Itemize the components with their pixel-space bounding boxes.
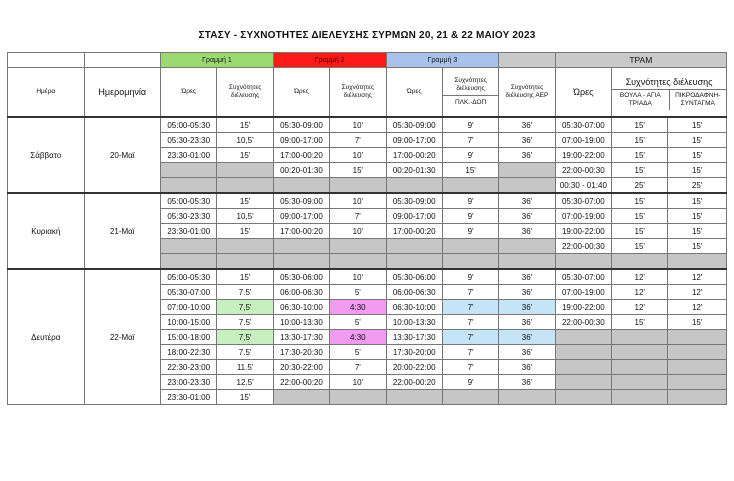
l2-freq-cell [330, 239, 386, 254]
tram-pikrodafni-freq-cell: 25' [668, 178, 727, 194]
l3-freq-cell: 7' [442, 330, 498, 345]
tram-pikrodafni-freq-cell [668, 330, 727, 345]
l2-freq-cell: 10' [330, 193, 386, 209]
tram-voula-freq-cell [612, 330, 668, 345]
l3-freq-cell: 7' [442, 315, 498, 330]
tram-pikrodafni-freq-cell [668, 390, 727, 405]
tram-pikrodafni-freq-cell: 12' [668, 285, 727, 300]
line2-freq-header: Συχνότητες διέλευσης [330, 68, 386, 118]
l1-freq-cell: 7,5' [217, 300, 273, 315]
l1-hours-cell [161, 239, 217, 254]
l3-freq-cell: 7' [442, 285, 498, 300]
date-cell: 22-Μαϊ [84, 269, 161, 405]
l2-freq-cell [330, 390, 386, 405]
aer-freq-cell: 36' [499, 315, 555, 330]
l2-hours-cell [273, 178, 329, 194]
tram-pikrodafni-freq-cell: 15' [668, 193, 727, 209]
tram-hours-cell: 19:00-22:00 [555, 300, 611, 315]
day-cell: Δευτέρα [8, 269, 85, 405]
l1-hours-cell: 22:30-23:00 [161, 360, 217, 375]
tram-voula-freq-cell: 15' [612, 148, 668, 163]
tram-hours-cell: 07:00-19:00 [555, 133, 611, 148]
tram-hours-cell: 22:00-00:30 [555, 163, 611, 178]
aer-freq-cell [499, 163, 555, 178]
l3-freq-cell: 9' [442, 193, 498, 209]
line3-header: Γραμμή 3 [386, 53, 499, 68]
l1-hours-cell: 23:00-23:30 [161, 375, 217, 390]
day-cell: Σάββατο [8, 117, 85, 193]
header-row-lines [8, 53, 727, 68]
l3-freq-cell [442, 239, 498, 254]
l2-hours-cell: 05:30-09:00 [273, 117, 329, 133]
l1-hours-cell: 05:00-05:30 [161, 117, 217, 133]
tram-freq-pikrodafni: ΠΙΚΡΟΔΑΦΝΗ-ΣΥΝΤΑΓΜΑ [675, 91, 721, 107]
tram-pikrodafni-freq-cell: 15' [668, 133, 727, 148]
l2-freq-cell: 5' [330, 345, 386, 360]
aer-freq-cell [499, 239, 555, 254]
tram-voula-freq-cell [612, 345, 668, 360]
tram-voula-freq-cell: 15' [612, 209, 668, 224]
l3-hours-cell: 10:00-13:30 [386, 315, 442, 330]
l2-freq-cell: 5' [330, 285, 386, 300]
l3-hours-cell: 06:30-10:00 [386, 300, 442, 315]
tram-pikrodafni-freq-cell: 15' [668, 239, 727, 254]
tram-hours-cell: 05:30-07:00 [555, 117, 611, 133]
schedule-table [7, 52, 727, 405]
tram-hours-cell: 00:30 - 01:40 [555, 178, 611, 194]
l1-hours-cell: 05:30-07:00 [161, 285, 217, 300]
tram-voula-freq-cell: 15' [612, 117, 668, 133]
l3-hours-cell: 13:30-17:30 [386, 330, 442, 345]
tram-pikrodafni-freq-cell: 15' [668, 148, 727, 163]
l3-freq-cell: 7' [442, 360, 498, 375]
tram-hours-cell: 05:30-07:00 [555, 269, 611, 285]
tram-hours-cell [555, 330, 611, 345]
l3-hours-cell: 20:00-22:00 [386, 360, 442, 375]
aer-freq-cell: 36' [499, 117, 555, 133]
tram-freq-header [612, 68, 727, 118]
aer-freq-cell: 36' [499, 133, 555, 148]
l2-hours-cell: 10:00-13:30 [273, 315, 329, 330]
tram-voula-freq-cell [612, 254, 668, 270]
l3-hours-cell: 17:30-20:00 [386, 345, 442, 360]
tram-voula-freq-cell: 15' [612, 163, 668, 178]
tram-pikrodafni-freq-cell: 12' [668, 269, 727, 285]
tram-hours-cell: 19:00-22:00 [555, 148, 611, 163]
tram-hours-cell [555, 254, 611, 270]
tram-pikrodafni-freq-cell: 15' [668, 117, 727, 133]
aer-freq-cell [499, 178, 555, 194]
aer-freq-cell: 36' [499, 269, 555, 285]
l1-hours-cell: 23:30-01:00 [161, 224, 217, 239]
l2-freq-cell: 10' [330, 269, 386, 285]
table-row [8, 269, 727, 285]
l3-hours-cell: 05:30-09:00 [386, 117, 442, 133]
l1-hours-cell: 05:30-23:30 [161, 133, 217, 148]
tram-voula-freq-cell: 12' [612, 285, 668, 300]
table-row [8, 193, 727, 209]
l3-freq-cell [442, 254, 498, 270]
l2-hours-cell: 09:00-17:00 [273, 133, 329, 148]
line2-hours-header: Ώρες [273, 68, 329, 118]
l3-hours-cell [386, 178, 442, 194]
tram-voula-freq-cell [612, 390, 668, 405]
tram-hours-cell: 22:00-00:30 [555, 315, 611, 330]
aer-freq-cell: 36' [499, 375, 555, 390]
aer-freq-cell: 36' [499, 209, 555, 224]
tram-voula-freq-cell [612, 360, 668, 375]
l1-freq-cell: 12.5' [217, 375, 273, 390]
l2-hours-cell: 13:30-17:30 [273, 330, 329, 345]
tram-pikrodafni-freq-cell: 12' [668, 300, 727, 315]
l3-hours-cell: 00:20-01:30 [386, 163, 442, 178]
l1-freq-cell: 10,5' [217, 209, 273, 224]
line3-freq-sub: ΠΛΚ.-ΔΟΠ [454, 98, 487, 106]
l2-freq-cell [330, 178, 386, 194]
aer-freq-header: Συχνότητες διέλευσης ΑΕΡ [499, 68, 555, 118]
l3-hours-cell: 05:30-09:00 [386, 193, 442, 209]
l3-hours-cell: 09:00-17:00 [386, 133, 442, 148]
l2-hours-cell: 06:30-10:00 [273, 300, 329, 315]
header-blank [499, 53, 555, 68]
l1-freq-cell: 15' [217, 390, 273, 405]
tram-voula-freq-cell: 15' [612, 133, 668, 148]
l1-freq-cell [217, 163, 273, 178]
header-blank [8, 53, 85, 68]
l1-freq-cell: 11.5' [217, 360, 273, 375]
tram-voula-freq-cell: 12' [612, 269, 668, 285]
l2-hours-cell: 17:30-20:30 [273, 345, 329, 360]
l2-hours-cell [273, 390, 329, 405]
l3-freq-cell [442, 178, 498, 194]
l3-freq-cell [442, 390, 498, 405]
l2-hours-cell: 22:00-00:20 [273, 375, 329, 390]
l1-freq-cell: 15' [217, 269, 273, 285]
l2-freq-cell: 5' [330, 315, 386, 330]
l2-freq-cell: 7' [330, 209, 386, 224]
l3-freq-cell: 9' [442, 269, 498, 285]
l3-freq-cell: 9' [442, 117, 498, 133]
l3-freq-cell: 9' [442, 224, 498, 239]
l1-freq-cell [217, 239, 273, 254]
l3-hours-cell: 05:30-06:00 [386, 269, 442, 285]
l1-freq-cell: 15' [217, 148, 273, 163]
l1-freq-cell: 7.5' [217, 285, 273, 300]
aer-freq-cell: 36' [499, 300, 555, 315]
l3-hours-cell: 06:00-06:30 [386, 285, 442, 300]
l2-hours-cell: 00:20-01:30 [273, 163, 329, 178]
l1-hours-cell: 18:00-22:30 [161, 345, 217, 360]
aer-freq-cell: 36' [499, 330, 555, 345]
l2-freq-cell [330, 254, 386, 270]
line1-freq-header: Συχνότητες διέλευσης [217, 68, 273, 118]
l2-hours-cell: 05:30-06:00 [273, 269, 329, 285]
tram-pikrodafni-freq-cell [668, 375, 727, 390]
l1-freq-cell: 15' [217, 193, 273, 209]
tram-pikrodafni-freq-cell [668, 345, 727, 360]
tram-hours-cell: 07:00-19:00 [555, 209, 611, 224]
l2-freq-cell: 10' [330, 148, 386, 163]
page-title: ΣΤΑΣΥ - ΣΥΧΝΟΤΗΤΕΣ ΔΙΕΛΕΥΣΗΣ ΣΥΡΜΩΝ 20, 21 & 22 ΜΑΙΟΥ 2023 [198, 30, 536, 41]
l2-hours-cell: 17:00-00:20 [273, 148, 329, 163]
tram-pikrodafni-freq-cell: 15' [668, 315, 727, 330]
tram-voula-freq-cell: 15' [612, 193, 668, 209]
tram-hours-cell: 19:00-22:00 [555, 224, 611, 239]
line1-header: Γραμμή 1 [161, 53, 274, 68]
aer-freq-cell: 36' [499, 193, 555, 209]
l1-hours-cell: 07:00-10:00 [161, 300, 217, 315]
tram-pikrodafni-freq-cell: 15' [668, 224, 727, 239]
date-cell: 20-Μαϊ [84, 117, 161, 193]
l1-freq-cell: 15' [217, 224, 273, 239]
tram-freq-title: Συχνότητες διέλευσης [612, 75, 726, 90]
aer-freq-cell: 36' [499, 224, 555, 239]
header-blank [84, 53, 161, 68]
l3-hours-cell [386, 390, 442, 405]
l3-freq-cell: 9' [442, 375, 498, 390]
tram-pikrodafni-freq-cell: 15' [668, 209, 727, 224]
tram-voula-freq-cell: 12' [612, 300, 668, 315]
l2-freq-cell: 7' [330, 360, 386, 375]
tram-hours-header: Ώρες [555, 68, 611, 118]
l3-freq-cell: 15' [442, 163, 498, 178]
l2-hours-cell: 06:00-06:30 [273, 285, 329, 300]
tram-voula-freq-cell: 15' [612, 224, 668, 239]
l3-hours-cell: 17:00-00:20 [386, 148, 442, 163]
tram-pikrodafni-freq-cell: 15' [668, 163, 727, 178]
l1-hours-cell [161, 178, 217, 194]
tram-voula-freq-cell: 15' [612, 239, 668, 254]
date-cell: 21-Μαϊ [84, 193, 161, 269]
l1-freq-cell [217, 254, 273, 270]
tram-hours-cell [555, 375, 611, 390]
l1-freq-cell: 7.5' [217, 345, 273, 360]
l2-freq-cell: 4:30 [330, 330, 386, 345]
tram-pikrodafni-freq-cell [668, 254, 727, 270]
l2-freq-cell: 10' [330, 375, 386, 390]
line3-hours-header: Ώρες [386, 68, 442, 118]
l2-hours-cell: 09:00-17:00 [273, 209, 329, 224]
tram-voula-freq-cell [612, 375, 668, 390]
aer-freq-cell: 36' [499, 148, 555, 163]
date-col-header: Ημερομηνία [84, 68, 161, 118]
l2-hours-cell: 20:30-22:00 [273, 360, 329, 375]
l1-hours-cell: 10:00-15:00 [161, 315, 217, 330]
l3-hours-cell: 09:00-17:00 [386, 209, 442, 224]
aer-freq-cell: 36' [499, 360, 555, 375]
l1-hours-cell: 05:00-05:30 [161, 269, 217, 285]
l3-hours-cell: 17:00-00:20 [386, 224, 442, 239]
line3-freq-header [442, 68, 498, 118]
l1-hours-cell: 15:00-18:00 [161, 330, 217, 345]
l3-hours-cell [386, 254, 442, 270]
line1-hours-header: Ώρες [161, 68, 217, 118]
l1-hours-cell: 23:30-01:00 [161, 390, 217, 405]
l2-hours-cell: 17:00-00:20 [273, 224, 329, 239]
l2-hours-cell [273, 239, 329, 254]
l1-freq-cell: 7.5' [217, 315, 273, 330]
tram-hours-cell: 07:00-19:00 [555, 285, 611, 300]
day-cell: Κυριακή [8, 193, 85, 269]
l1-hours-cell: 05:30-23:30 [161, 209, 217, 224]
tram-hours-cell [555, 390, 611, 405]
l3-hours-cell [386, 239, 442, 254]
l3-freq-cell: 9' [442, 148, 498, 163]
table-row [8, 117, 727, 133]
l1-hours-cell: 23:30-01:00 [161, 148, 217, 163]
l2-freq-cell: 7' [330, 133, 386, 148]
day-col-header: Ημέρα [8, 68, 85, 118]
l3-freq-cell: 9' [442, 209, 498, 224]
tram-hours-cell [555, 360, 611, 375]
l2-freq-cell: 15' [330, 163, 386, 178]
l3-freq-cell: 7' [442, 133, 498, 148]
l2-freq-cell: 10' [330, 117, 386, 133]
tram-freq-voula: ΒΟΥΛΑ - ΑΓΙΑ ΤΡΙΑΔΑ [612, 90, 669, 110]
line3-freq-title: Συχνότητες διέλευσης [443, 75, 498, 96]
l2-hours-cell: 05:30-09:00 [273, 193, 329, 209]
tram-voula-freq-cell: 25' [612, 178, 668, 194]
tram-pikrodafni-freq-cell [668, 360, 727, 375]
l2-freq-cell: 4:30 [330, 300, 386, 315]
aer-freq-cell: 36' [499, 285, 555, 300]
l1-hours-cell [161, 163, 217, 178]
tram-header: ΤΡΑΜ [555, 53, 726, 68]
l3-freq-cell: 7' [442, 345, 498, 360]
l2-hours-cell [273, 254, 329, 270]
l1-freq-cell [217, 178, 273, 194]
tram-hours-cell: 22:00-00:30 [555, 239, 611, 254]
l1-hours-cell [161, 254, 217, 270]
header-row-columns [8, 68, 727, 118]
l1-freq-cell: 7,5' [217, 330, 273, 345]
aer-freq-cell [499, 390, 555, 405]
l3-hours-cell: 22:00-00:20 [386, 375, 442, 390]
l1-freq-cell: 10,5' [217, 133, 273, 148]
l3-freq-cell: 7' [442, 300, 498, 315]
tram-voula-freq-cell: 15' [612, 315, 668, 330]
l2-freq-cell: 10' [330, 224, 386, 239]
line2-header: Γραμμή 2 [273, 53, 386, 68]
tram-hours-cell: 05:30-07:00 [555, 193, 611, 209]
l1-freq-cell: 15' [217, 117, 273, 133]
aer-freq-cell [499, 254, 555, 270]
l1-hours-cell: 05:00-05:30 [161, 193, 217, 209]
tram-hours-cell [555, 345, 611, 360]
aer-freq-cell: 36' [499, 345, 555, 360]
